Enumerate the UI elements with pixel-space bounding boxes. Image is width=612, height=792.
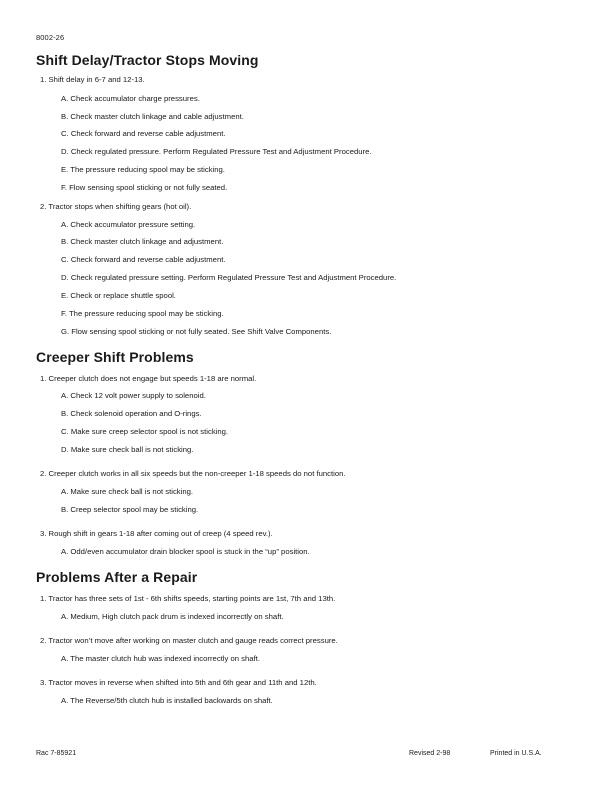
list-subitem: G. Flow sensing spool sticking or not fully seated. See Shift Valve Components. [61,327,332,336]
list-subitem: E. The pressure reducing spool may be sticking. [61,165,225,174]
list-subitem: A. Medium, High clutch pack drum is indexed incorrectly on shaft. [61,612,284,621]
list-subitem: F. The pressure reducing spool may be sticking. [61,309,224,318]
list-item: 1. Creeper clutch does not engage but speeds 1-18 are normal. [40,374,257,383]
list-subitem: A. Make sure check ball is not sticking. [61,487,194,496]
list-item: 2. Tractor stops when shifting gears (hot oil). [40,202,192,211]
list-subitem: D. Make sure check ball is not sticking. [61,445,194,454]
list-subitem: A. The master clutch hub was indexed incorrectly on shaft. [61,654,260,663]
list-subitem: B. Check solenoid operation and O-rings. [61,409,202,418]
list-subitem: E. Check or replace shuttle spool. [61,291,176,300]
list-subitem: A. The Reverse/5th clutch hub is installed backwards on shaft. [61,696,273,705]
footer-printed: Printed in U.S.A. [490,750,542,757]
list-subitem: B. Creep selector spool may be sticking. [61,505,199,514]
list-item: 1. Tractor has three sets of 1st - 6th shifts speeds, starting points are 1st, 7th and 13th. [40,594,336,603]
list-subitem: B. Check master clutch linkage and adjustment. [61,237,224,246]
page-number: 8002-26 [36,33,65,42]
section-title-creeper-shift: Creeper Shift Problems [36,349,194,365]
list-subitem: D. Check regulated pressure setting. Perform Regulated Pressure Test and Adjustment Procedure. [61,273,397,282]
list-item: 3. Tractor moves in reverse when shifted into 5th and 6th gear and 11th and 12th. [40,678,317,687]
list-subitem: C. Make sure creep selector spool is not sticking. [61,427,229,436]
footer-revised: Revised 2-98 [409,750,451,757]
section-title-after-repair: Problems After a Repair [36,569,198,585]
list-subitem: C. Check forward and reverse cable adjustment. [61,129,226,138]
list-item: 1. Shift delay in 6-7 and 12-13. [40,75,145,84]
list-item: 2. Creeper clutch works in all six speeds but the non-creeper 1-18 speeds do not function. [40,469,346,478]
list-subitem: A. Odd/even accumulator drain blocker spool is stuck in the “up” position. [61,547,310,556]
list-subitem: A. Check 12 volt power supply to solenoid. [61,391,206,400]
list-item: 2. Tractor won’t move after working on master clutch and gauge reads correct pressure. [40,636,338,645]
list-subitem: A. Check accumulator pressure setting. [61,220,196,229]
list-subitem: A. Check accumulator charge pressures. [61,94,200,103]
list-item: 3. Rough shift in gears 1-18 after coming out of creep (4 speed rev.). [40,529,273,538]
list-subitem: B. Check master clutch linkage and cable adjustment. [61,112,244,121]
list-subitem: F. Flow sensing spool sticking or not fully seated. [61,183,228,192]
list-subitem: C. Check forward and reverse cable adjustment. [61,255,226,264]
list-subitem: D. Check regulated pressure. Perform Regulated Pressure Test and Adjustment Procedure. [61,147,372,156]
section-title-shift-delay: Shift Delay/Tractor Stops Moving [36,52,259,68]
footer-document-code: Rac 7-85921 [36,750,77,757]
